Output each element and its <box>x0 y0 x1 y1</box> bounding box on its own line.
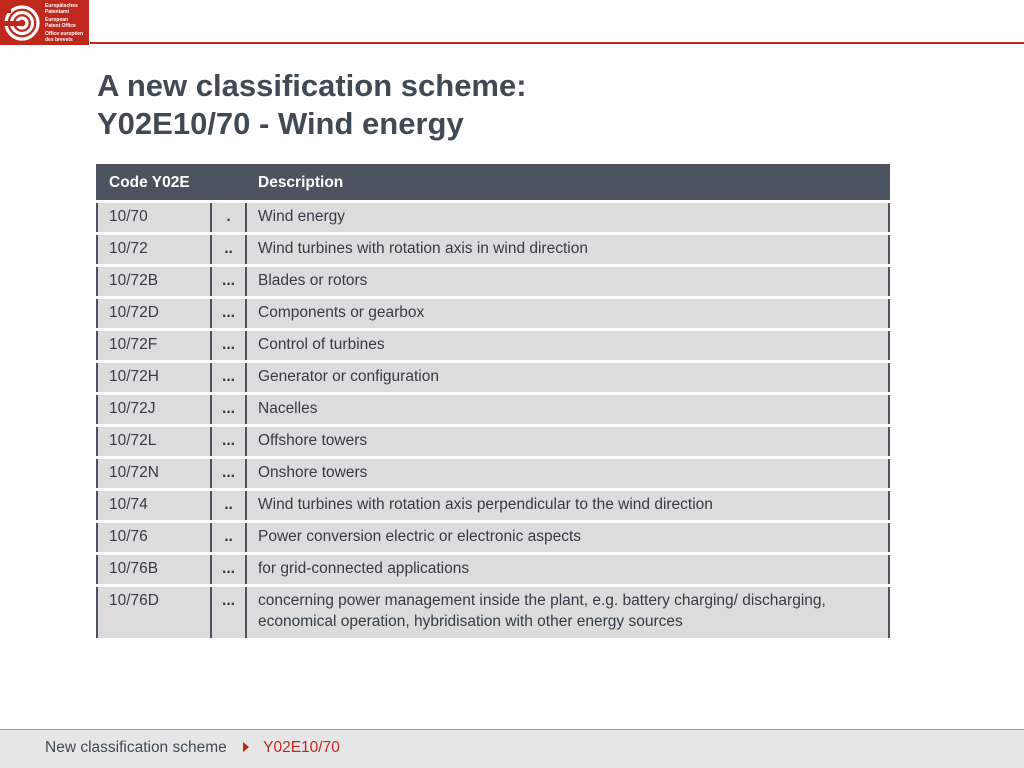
breadcrumb-home[interactable]: New classification scheme <box>45 739 227 756</box>
code-cell: 10/72H <box>97 362 211 394</box>
level-cell: ... <box>211 554 246 586</box>
code-cell: 10/72D <box>97 298 211 330</box>
code-cell: 10/72L <box>97 426 211 458</box>
code-cell: 10/74 <box>97 490 211 522</box>
description-cell: Onshore towers <box>246 458 889 490</box>
level-cell: ... <box>211 362 246 394</box>
table-row <box>97 266 889 298</box>
logo-line: European <box>45 17 69 23</box>
level-cell: ... <box>211 298 246 330</box>
table-row <box>97 522 889 554</box>
logo-line: Patentamt <box>45 9 70 15</box>
description-cell: Blades or rotors <box>246 266 889 298</box>
level-cell: .. <box>211 490 246 522</box>
level-cell: ... <box>211 586 246 640</box>
column-header-level <box>211 165 246 202</box>
code-cell: 10/76D <box>97 586 211 640</box>
description-cell: Generator or configuration <box>246 362 889 394</box>
description-cell: for grid-connected applications <box>246 554 889 586</box>
code-cell: 10/72N <box>97 458 211 490</box>
logo-line: Europäisches <box>45 3 78 9</box>
logo-line: Patent Office <box>45 23 76 29</box>
description-cell: Control of turbines <box>246 330 889 362</box>
title-line-1: A new classification scheme: <box>97 68 527 103</box>
description-cell: Nacelles <box>246 394 889 426</box>
description-cell: Components or gearbox <box>246 298 889 330</box>
description-cell: Offshore towers <box>246 426 889 458</box>
table-row <box>97 394 889 426</box>
logo-line: des brevets <box>45 37 73 43</box>
header-divider <box>90 42 1024 44</box>
epo-logo-icon <box>3 3 41 42</box>
table-row <box>97 234 889 266</box>
code-cell: 10/72F <box>97 330 211 362</box>
table-row <box>97 458 889 490</box>
level-cell: ... <box>211 266 246 298</box>
epo-logo <box>0 0 89 45</box>
table-header-row <box>97 165 889 202</box>
page-title <box>97 67 527 143</box>
table-row <box>97 586 889 640</box>
table-row <box>97 490 889 522</box>
description-cell: concerning power management inside the plant, e.g. battery charging/ discharging, economical operation, hybridisation with other energy sources <box>246 586 889 640</box>
classification-table <box>96 164 890 641</box>
level-cell: . <box>211 202 246 234</box>
table-row <box>97 330 889 362</box>
column-header-description: Description <box>246 165 889 202</box>
column-header-code: Code Y02E <box>97 165 211 202</box>
epo-logo-text <box>45 3 89 43</box>
table-row <box>97 202 889 234</box>
level-cell: ... <box>211 458 246 490</box>
description-cell: Wind turbines with rotation axis perpendicular to the wind direction <box>246 490 889 522</box>
description-cell: Wind turbines with rotation axis in wind direction <box>246 234 889 266</box>
footer-bar <box>0 729 1024 768</box>
code-cell: 10/72B <box>97 266 211 298</box>
breadcrumb <box>45 739 340 757</box>
table-row <box>97 426 889 458</box>
title-line-2: Y02E10/70 - Wind energy <box>97 106 464 141</box>
code-cell: 10/70 <box>97 202 211 234</box>
table-row <box>97 554 889 586</box>
code-cell: 10/72 <box>97 234 211 266</box>
triangle-right-icon <box>243 742 249 752</box>
level-cell: ... <box>211 394 246 426</box>
description-cell: Wind energy <box>246 202 889 234</box>
logo-line: Office européen <box>45 31 84 37</box>
level-cell: .. <box>211 234 246 266</box>
level-cell: .. <box>211 522 246 554</box>
code-cell: 10/72J <box>97 394 211 426</box>
breadcrumb-current: Y02E10/70 <box>263 739 340 756</box>
description-cell: Power conversion electric or electronic aspects <box>246 522 889 554</box>
table-row <box>97 362 889 394</box>
code-cell: 10/76B <box>97 554 211 586</box>
level-cell: ... <box>211 426 246 458</box>
table-row <box>97 298 889 330</box>
level-cell: ... <box>211 330 246 362</box>
code-cell: 10/76 <box>97 522 211 554</box>
